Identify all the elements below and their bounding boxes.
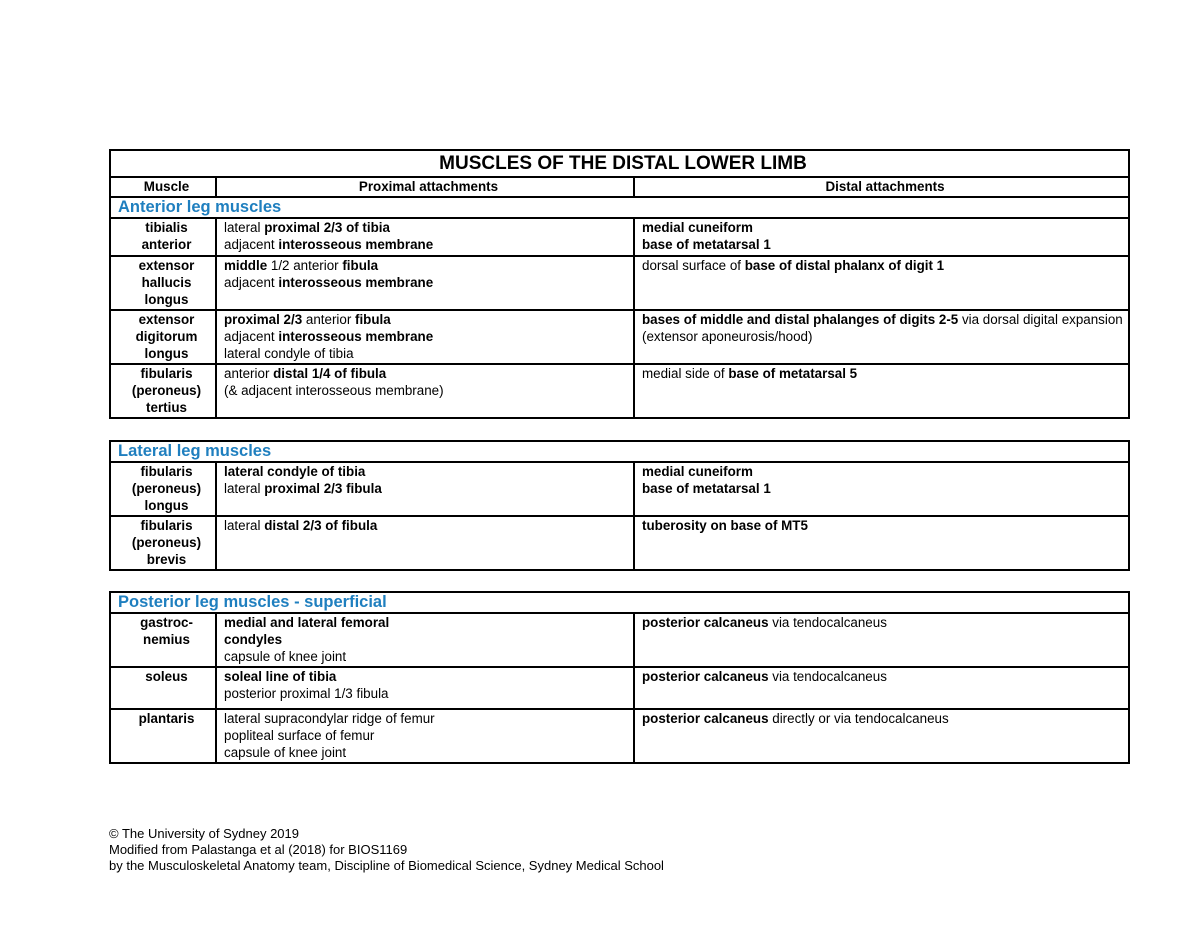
lateral-leg-muscles-table [109,440,1130,571]
proximal-attachment-cell [216,709,634,763]
plain-text: lateral condyle of tibia [224,346,354,362]
bold-text: lateral condyle of tibia [224,464,366,479]
muscle-name-line: tibialis [145,220,188,235]
table-title: MUSCLES OF THE DISTAL LOWER LIMB [110,150,1129,177]
bold-text: fibula [342,258,379,273]
plain-text: directly or via tendocalcaneus [768,711,949,726]
plain-text: (extensor aponeurosis/hood) [642,329,813,345]
section-heading: Posterior leg muscles - superficial [110,592,1129,613]
section-heading: Lateral leg muscles [110,441,1129,462]
muscle-name-line: longus [144,292,189,308]
proximal-attachment-cell [216,516,634,570]
posterior-leg-muscles-superficial-table [109,591,1130,764]
proximal-attachment-cell [216,218,634,256]
table-row [110,613,1129,667]
table-row [110,364,1129,418]
distal-attachment-cell [634,709,1129,763]
muscle-name-line: brevis [146,552,187,568]
bold-text: interosseous membrane [278,275,434,291]
plain-text: lateral [224,517,265,533]
bold-text: posterior calcaneus [642,669,769,684]
bold-text: tuberosity on base of MT5 [642,517,808,533]
muscle-name-line: longus [144,498,189,514]
anterior-leg-muscles-table [109,149,1130,419]
distal-attachment-cell [634,364,1129,418]
muscle-name-line: longus [144,346,189,362]
muscle-name-cell [110,310,216,364]
bold-text: posterior calcaneus [642,711,769,726]
plain-text: lateral [224,220,265,235]
distal-attachment-cell [634,218,1129,256]
muscle-name-line: hallucis [141,275,192,291]
plain-text: (& adjacent interosseous membrane) [224,383,444,399]
bold-text: bases of middle and distal phalanges of digits 2-5 [642,312,959,327]
bold-text: distal 1/4 of fibula [273,366,387,381]
distal-attachment-cell [634,256,1129,310]
muscle-name-cell [110,218,216,256]
muscle-name-cell [110,516,216,570]
proximal-attachment-cell [216,256,634,310]
table-row [110,310,1129,364]
distal-attachment-cell [634,613,1129,667]
muscle-name-cell [110,364,216,418]
muscle-name-line: soleus [145,669,188,684]
plain-text: anterior [302,312,355,327]
bold-text: middle [224,258,268,273]
proximal-attachment-cell [216,667,634,709]
plain-text: capsule of knee joint [224,745,347,761]
muscle-name-line: (peroneus) [131,534,202,550]
distal-attachment-cell [634,516,1129,570]
distal-attachment-cell [634,462,1129,516]
bold-text: base of metatarsal 1 [642,481,771,497]
bold-text: proximal 2/3 fibula [264,481,382,497]
column-header-proximal: Proximal attachments [216,177,634,197]
plain-text: medial side of [642,366,729,381]
plain-text: lateral [224,481,265,497]
column-header-muscle: Muscle [110,177,216,197]
proximal-attachment-cell [216,310,634,364]
muscle-name-line: (peroneus) [131,383,202,399]
bold-text: posterior calcaneus [642,615,769,630]
muscle-name-line: fibularis [140,517,193,533]
plain-text: capsule of knee joint [224,649,347,665]
bold-text: medial cuneiform [642,220,753,235]
bold-text: base of metatarsal 1 [642,237,771,253]
bold-text: soleal line of tibia [224,669,337,684]
credits-line: by the Musculoskeletal Anatomy team, Discipline of Biomedical Science, Sydney Medical School [109,858,664,873]
muscle-name-cell [110,667,216,709]
bold-text: fibula [355,312,391,327]
muscle-name-cell [110,613,216,667]
bold-text: proximal 2/3 [224,312,303,327]
muscle-name-line: digitorum [135,329,198,345]
bold-text: base of distal phalanx of digit 1 [744,258,945,273]
proximal-attachment-cell [216,613,634,667]
table-row [110,462,1129,516]
plain-text: adjacent [224,329,279,345]
plain-text: 1/2 anterior [267,258,343,273]
distal-attachment-cell [634,667,1129,709]
distal-attachment-cell [634,310,1129,364]
muscle-name-line: fibularis [140,464,193,479]
muscle-name-cell [110,462,216,516]
muscle-name-line: fibularis [140,366,193,381]
bold-text: interosseous membrane [278,237,434,253]
bold-text: medial and lateral femoral [224,615,390,630]
table-row [110,218,1129,256]
proximal-attachment-cell [216,364,634,418]
plain-text: posterior proximal 1/3 fibula [224,686,389,702]
plain-text: lateral supracondylar ridge of femur [224,711,435,726]
plain-text: anterior [224,366,274,381]
plain-text: popliteal surface of femur [224,728,375,744]
muscle-name-line: extensor [138,312,195,327]
section-heading: Anterior leg muscles [110,197,1129,218]
table-row [110,667,1129,709]
bold-text: proximal 2/3 of tibia [264,220,390,235]
muscle-name-line: anterior [141,237,192,253]
table-row [110,256,1129,310]
muscle-name-line: (peroneus) [131,481,202,497]
plain-text: via dorsal digital expansion [958,312,1123,327]
column-header-distal: Distal attachments [634,177,1129,197]
table-row [110,516,1129,570]
footer [109,826,664,874]
copyright-line: © The University of Sydney 2019 [109,826,299,841]
bold-text: condyles [224,632,283,648]
plain-text: via tendocalcaneus [768,615,887,630]
bold-text: base of metatarsal 5 [728,366,858,381]
muscle-name-cell [110,256,216,310]
muscle-name-line: tertius [146,400,187,416]
muscle-name-cell [110,709,216,763]
table-row [110,709,1129,763]
muscle-name-line: plantaris [138,711,195,726]
muscle-name-line: gastroc- [140,615,193,630]
source-line: Modified from Palastanga et al (2018) for BIOS1169 [109,842,408,857]
muscle-name-line: extensor [138,258,195,273]
bold-text: medial cuneiform [642,464,753,479]
plain-text: adjacent [224,275,279,291]
plain-text: adjacent [224,237,279,253]
plain-text: via tendocalcaneus [768,669,887,684]
proximal-attachment-cell [216,462,634,516]
bold-text: interosseous membrane [278,329,434,345]
plain-text: dorsal surface of [642,258,745,273]
muscle-name-line: nemius [143,632,190,648]
bold-text: distal 2/3 of fibula [264,517,378,533]
